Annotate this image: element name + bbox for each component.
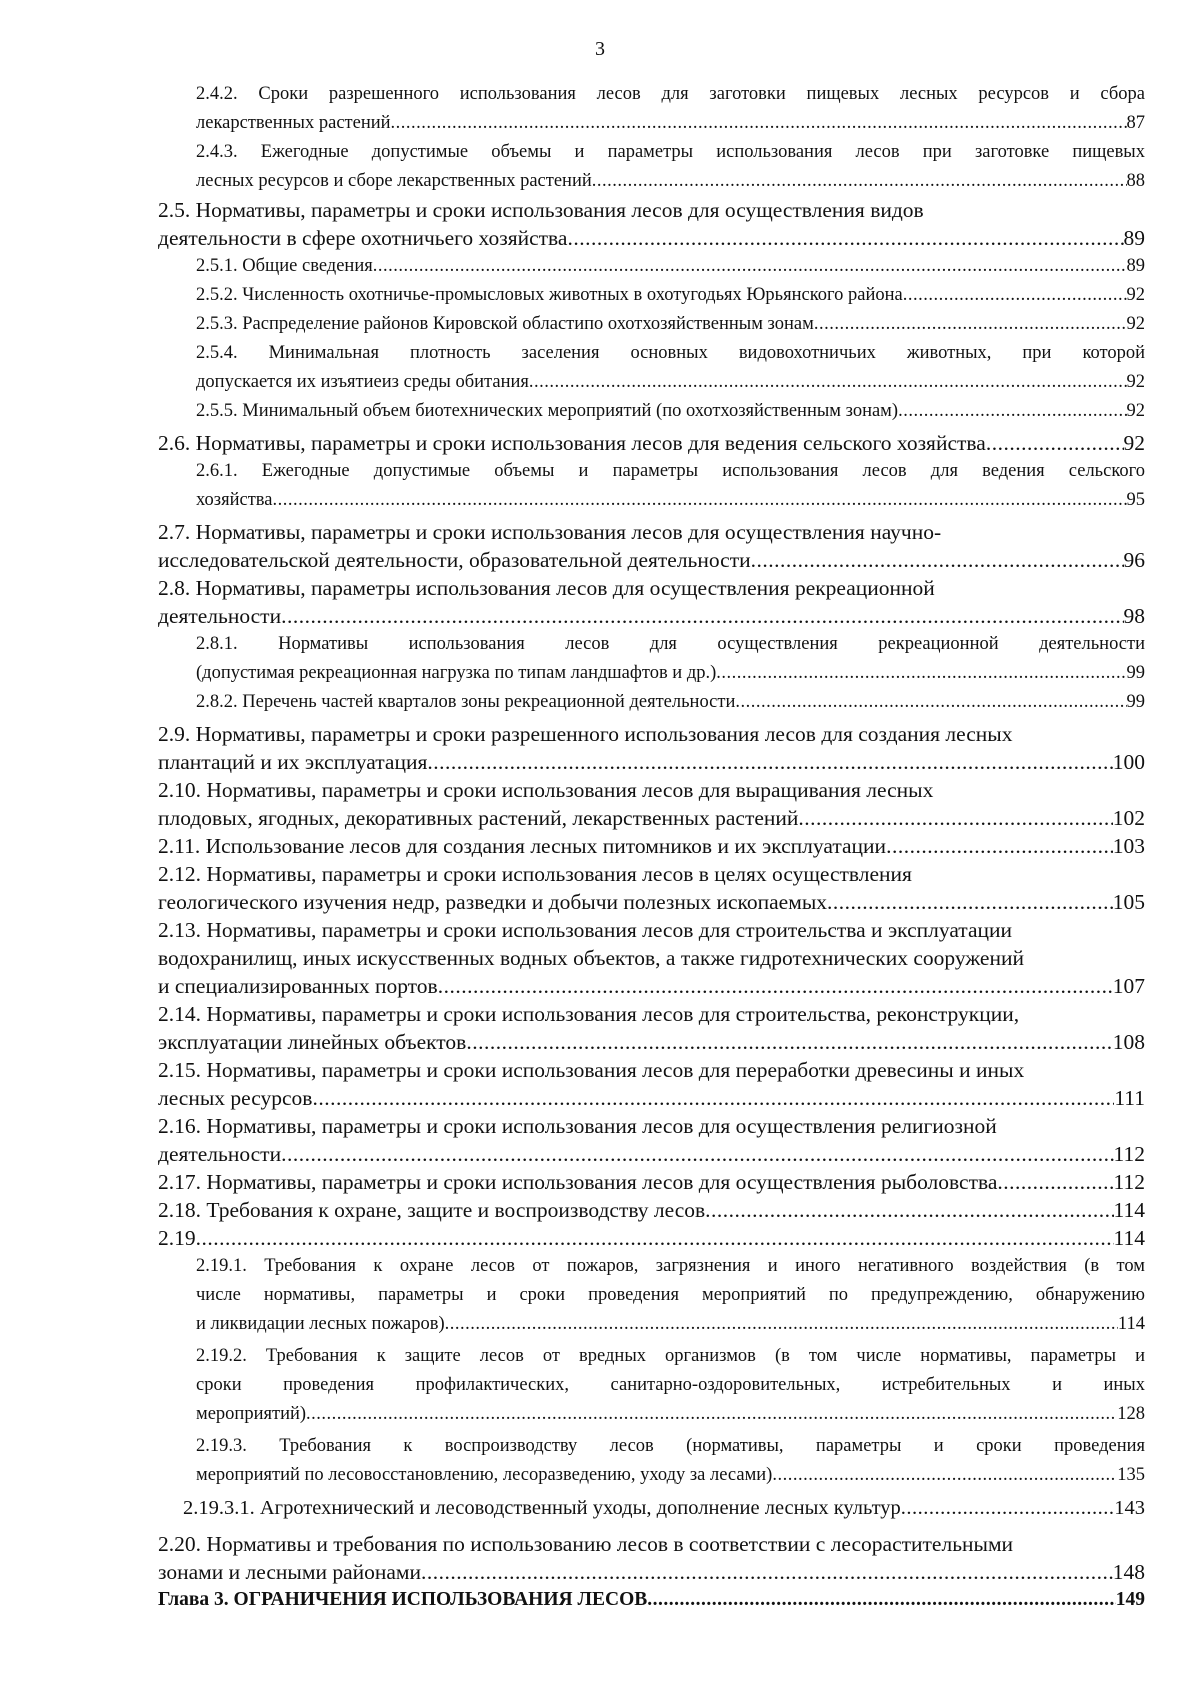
toc-page-number: 103 [1112,834,1145,858]
toc-entry[interactable] [158,860,1145,916]
toc-entry[interactable] [158,518,1145,574]
toc-entry-text: 2.6.1. Ежегодные допустимые объемы и параметры использования лесов для ведения сельского [196,461,1145,481]
toc-entry[interactable] [196,1252,1145,1339]
toc-entry[interactable] [196,1342,1145,1429]
toc-entry-title: лесных ресурсов и сборе лекарственных растений [196,171,592,191]
toc-entry-title: мероприятий по лесовосстановлению, лесоразведению, уходу за лесами) [196,1465,773,1485]
toc-page-number: 105 [1112,890,1145,914]
toc-page-number: 96 [1123,548,1145,572]
dot-leader [886,832,1113,860]
toc-page-number: 87 [1126,113,1145,133]
toc-entry-text: 2.7. Нормативы, параметры и сроки использования лесов для осуществления научно- [158,520,942,544]
toc-entry[interactable] [158,720,1145,776]
dot-leader [421,1558,1113,1586]
toc-entry[interactable] [196,252,1145,281]
dot-leader [798,804,1112,832]
dot-leader [281,1140,1113,1168]
toc-entry-title: деятельности [158,604,282,628]
toc-entry-title: плантаций и их эксплуатация [158,750,428,774]
toc-page-number: 108 [1112,1030,1145,1054]
toc-entry[interactable] [158,574,1145,630]
toc-entry[interactable] [196,339,1145,397]
toc-entry-text: 2.5.4. Минимальная плотность заселения основных видовохотничьих животных, при которой [196,343,1145,363]
dot-leader [814,310,1127,339]
dot-leader [705,1196,1113,1224]
toc-entry-chapter[interactable] [158,1586,1145,1614]
toc-entry-title: 2.5.5. Минимальный объем биотехнических мероприятий (по охотхозяйственным зонам) [196,401,899,421]
dot-leader [312,1084,1114,1112]
toc-entry-text: 2.19.3. Требования к воспроизводству лесов (нормативы, параметры и сроки проведения [196,1436,1145,1456]
toc-page-number: 89 [1126,256,1145,276]
toc-entry-title: и специализированных портов [158,974,438,998]
toc-entry-title: лесных ресурсов [158,1086,313,1110]
toc-entry-title: 2.5.1. Общие сведения [196,256,373,276]
dot-leader [592,167,1127,196]
toc-entry-title: деятельности [158,1142,282,1166]
toc-entry[interactable] [196,310,1145,339]
dot-leader [529,368,1127,397]
toc-entry-title: (допустимая рекреационная нагрузка по типам ландшафтов и др.) [196,663,717,683]
toc-entry-title: 2.19.3.1. Агротехнический и лесоводственный уходы, дополнение лесных культур [183,1497,901,1519]
dot-leader [735,688,1126,717]
toc-entry[interactable] [196,138,1145,196]
toc-page-number: 107 [1112,974,1145,998]
toc-entry-title: 2.19 [158,1226,196,1250]
toc-entry-text: 2.14. Нормативы, параметры и сроки использования лесов для строительства, реконструкции, [158,1002,1020,1026]
dot-leader [466,1028,1112,1056]
toc-entry-title: эксплуатации линейных объектов [158,1030,467,1054]
toc-entry[interactable] [196,457,1145,515]
toc-page-number: 88 [1126,171,1145,191]
toc-entry[interactable] [196,281,1145,310]
toc-entry-title: мероприятий) [196,1404,307,1424]
dot-leader [273,486,1127,515]
toc-entry-title: деятельности в сфере охотничьего хозяйства [158,226,568,250]
toc-entry-title: 2.11. Использование лесов для создания лесных питомников и их эксплуатации [158,834,887,858]
dot-leader [306,1400,1117,1429]
toc-entry-text: 2.4.2. Сроки разрешенного использования лесов для заготовки пищевых лесных ресурсов и сбора [196,84,1145,104]
toc-entry-title: Глава 3. ОГРАНИЧЕНИЯ ИСПОЛЬЗОВАНИЯ ЛЕСОВ [158,1589,648,1610]
toc-entry-text: 2.16. Нормативы, параметры и сроки использования лесов для осуществления религиозной [158,1114,997,1138]
dot-leader [997,1168,1113,1196]
toc-page-number: 149 [1115,1589,1145,1610]
toc-entry[interactable] [196,397,1145,426]
toc-entry-text: сроки проведения профилактических, санитарно-оздоровительных, истребительных и иных [196,1375,1145,1395]
dot-leader [898,397,1126,426]
toc-entry-title: хозяйства [196,490,273,510]
dot-leader [373,252,1127,281]
toc-page-number: 89 [1123,226,1145,250]
toc-entry[interactable] [158,832,1145,860]
toc-page-number: 143 [1114,1497,1145,1519]
toc-entry[interactable] [196,1432,1145,1490]
toc-entry[interactable] [158,1000,1145,1056]
toc-entry-text: 2.20. Нормативы и требования по использованию лесов в соответствии с лесорастительными [158,1532,1014,1556]
toc-entry-title: исследовательской деятельности, образовательной деятельности [158,548,751,572]
toc-entry-text: 2.5. Нормативы, параметры и сроки использования лесов для осуществления видов [158,198,924,222]
dot-leader [281,602,1123,630]
toc-entry-title: 2.5.2. Численность охотничье-промысловых животных в охотугодьях Юрьянского района [196,285,903,305]
dot-leader [427,748,1112,776]
toc-entry[interactable] [158,1168,1145,1196]
toc-entry[interactable] [158,776,1145,832]
toc-page-number: 99 [1126,692,1145,712]
toc-entry-text: 2.10. Нормативы, параметры и сроки использования лесов для выращивания лесных [158,778,934,802]
toc-page-number: 114 [1117,1314,1145,1334]
dot-leader [438,972,1113,1000]
dot-leader [772,1461,1117,1490]
toc-page-number: 92 [1126,285,1145,305]
toc-page-number: 102 [1112,806,1145,830]
toc-entry-text: 2.9. Нормативы, параметры и сроки разрешенного использования лесов для создания лесных [158,722,1013,746]
toc-entry-text: числе нормативы, параметры и сроки проведения мероприятий по предупреждению, обнаружению [196,1285,1145,1305]
toc-entry-text: 2.8. Нормативы, параметры использования лесов для осуществления рекреационной [158,576,935,600]
toc-entry[interactable] [158,429,1145,457]
page-number: 3 [595,38,605,60]
toc-page-number: 112 [1113,1170,1145,1194]
toc-entry-title: геологического изучения недр, разведки и добычи полезных ископаемых [158,890,828,914]
toc-entry-text: 2.8.1. Нормативы использования лесов для осуществления рекреационной деятельности [196,634,1145,654]
toc-entry-title: плодовых, ягодных, декоративных растений, лекарственных растений [158,806,799,830]
dot-leader [751,546,1124,574]
toc-entry-title: и ликвидации лесных пожаров) [196,1314,445,1334]
dot-leader [196,1224,1114,1252]
toc-entry[interactable] [158,1196,1145,1224]
dot-leader [445,1310,1118,1339]
toc-entry-title: лекарственных растений [196,113,391,133]
toc-page-number: 98 [1123,604,1145,628]
toc-entry[interactable] [183,1493,1145,1523]
toc-page-number: 99 [1126,663,1145,683]
toc-page-number: 92 [1123,431,1145,455]
toc-entry[interactable] [158,1112,1145,1168]
toc-entry[interactable] [196,688,1145,717]
toc-entry[interactable] [158,1224,1145,1252]
dot-leader [827,888,1113,916]
toc-entry-title: 2.18. Требования к охране, защите и воспроизводству лесов [158,1198,706,1222]
toc-entry-text: 2.4.3. Ежегодные допустимые объемы и параметры использования лесов при заготовке пищевых [196,142,1145,162]
dot-leader [647,1586,1115,1614]
toc-page-number: 92 [1126,372,1145,392]
toc-entry-text: 2.15. Нормативы, параметры и сроки использования лесов для переработки древесины и иных [158,1058,1025,1082]
toc-entry-text: водохранилищ, иных искусственных водных объектов, а также гидротехнических сооружений [158,946,1024,970]
toc-entry-title: 2.5.3. Распределение районов Кировской областипо охотхозяйственным зонам [196,314,814,334]
toc-page-number: 135 [1117,1465,1145,1485]
toc-page-number: 128 [1117,1404,1145,1424]
toc-entry[interactable] [158,196,1145,252]
dot-leader [716,659,1126,688]
toc-page-number: 95 [1126,490,1145,510]
dot-leader [901,1493,1114,1523]
toc-entry[interactable] [196,630,1145,688]
toc-entry-title: допускается их изъятиеиз среды обитания [196,372,529,392]
table-of-contents [158,80,1145,1614]
toc-page-number: 114 [1113,1198,1145,1222]
toc-entry-text: 2.19.1. Требования к охране лесов от пожаров, загрязнения и иного негативного воздействия (в том [196,1256,1145,1276]
toc-entry[interactable] [158,1056,1145,1112]
toc-page-number: 100 [1112,750,1145,774]
toc-entry-text: 2.13. Нормативы, параметры и сроки использования лесов для строительства и эксплуатации [158,918,1013,942]
dot-leader [903,281,1127,310]
toc-entry-title: 2.6. Нормативы, параметры и сроки использования лесов для ведения сельского хозяйства [158,431,986,455]
toc-entry-title: 2.17. Нормативы, параметры и сроки использования лесов для осуществления рыболовства [158,1170,998,1194]
toc-entry-title: 2.8.2. Перечень частей кварталов зоны рекреационной деятельности [196,692,736,712]
toc-page-number: 112 [1113,1142,1145,1166]
toc-page-number: 148 [1112,1560,1145,1584]
toc-page-number: 114 [1113,1226,1145,1250]
toc-page-number: 92 [1126,314,1145,334]
toc-entry[interactable] [158,916,1145,1000]
toc-page-number: 92 [1126,401,1145,421]
toc-page-number: 111 [1114,1086,1145,1110]
dot-leader [986,429,1124,457]
toc-entry-text: 2.12. Нормативы, параметры и сроки использования лесов в целях осуществления [158,862,912,886]
toc-entry-text: 2.19.2. Требования к защите лесов от вредных организмов (в том числе нормативы, параметры и [196,1346,1145,1366]
dot-leader [391,109,1127,138]
dot-leader [567,224,1123,252]
toc-entry-title: зонами и лесными районами [158,1560,422,1584]
toc-entry[interactable] [158,1530,1145,1586]
toc-entry[interactable] [196,80,1145,138]
